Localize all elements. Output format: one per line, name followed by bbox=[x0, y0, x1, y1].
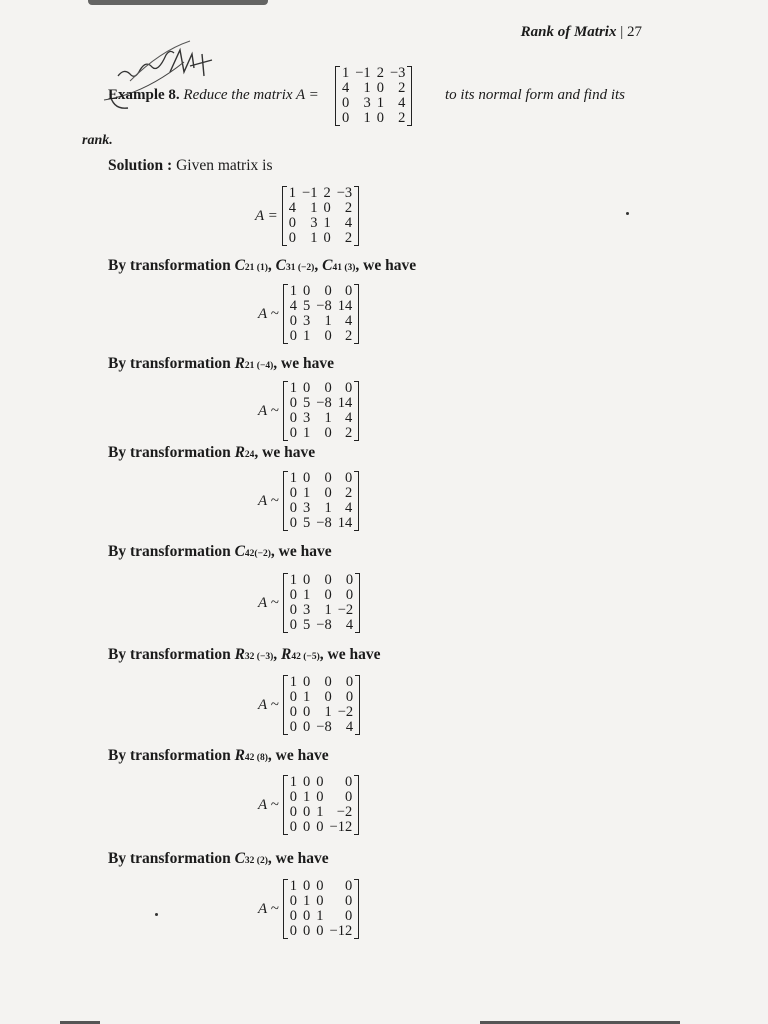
transformation-tail: we have bbox=[275, 850, 329, 867]
matrix-equation bbox=[258, 381, 359, 441]
matrix-entry: 1 bbox=[289, 470, 298, 486]
matrix-entry: 0 bbox=[324, 587, 332, 603]
matrix-entry: 0 bbox=[344, 893, 353, 909]
matrix-entry: 1 bbox=[303, 425, 311, 441]
matrix-row bbox=[287, 284, 355, 299]
matrix-entry: 0 bbox=[289, 617, 298, 633]
matrix-entry: 1 bbox=[310, 200, 318, 216]
matrix-table bbox=[287, 381, 355, 441]
transformation-tail: we have bbox=[275, 747, 329, 764]
matrix-entry: 0 bbox=[316, 774, 324, 790]
matrix-entry: 3 bbox=[363, 95, 371, 111]
matrix-bracket bbox=[282, 186, 359, 246]
solution-label: Solution : bbox=[108, 157, 173, 174]
matrix-entry: 2 bbox=[344, 425, 353, 441]
matrix-entry: 0 bbox=[345, 674, 354, 690]
matrix-entry: 0 bbox=[303, 819, 311, 835]
matrix-entry: 3 bbox=[303, 602, 311, 618]
matrix-entry: 0 bbox=[344, 878, 353, 894]
matrix-entry: 2 bbox=[344, 230, 353, 246]
matrix-entry: 0 bbox=[324, 283, 332, 299]
matrix-entry: 2 bbox=[344, 200, 353, 216]
matrix-row bbox=[287, 396, 355, 411]
matrix-entry: 0 bbox=[344, 908, 353, 924]
matrix-entry: 1 bbox=[289, 878, 298, 894]
transformation-operation: R24 bbox=[234, 444, 255, 461]
matrix-entry: 0 bbox=[289, 425, 298, 441]
matrix-row bbox=[287, 690, 356, 705]
matrix-entry: −8 bbox=[316, 515, 332, 531]
matrix-entry: 1 bbox=[363, 110, 371, 126]
matrix-entry: −1 bbox=[355, 65, 371, 81]
matrix-entry: 0 bbox=[342, 110, 350, 126]
example-label: Example 8. bbox=[108, 87, 180, 103]
matrix-bracket bbox=[283, 675, 360, 735]
matrix-entry: 2 bbox=[344, 485, 353, 501]
matrix-row bbox=[287, 705, 356, 720]
matrix-entry: 1 bbox=[324, 313, 332, 329]
matrix-entry: 1 bbox=[342, 65, 350, 81]
matrix-row bbox=[287, 573, 356, 588]
matrix-entry: 3 bbox=[303, 410, 311, 426]
transformation-lead: By transformation bbox=[108, 355, 235, 372]
matrix-row bbox=[287, 909, 355, 924]
matrix-entry: −8 bbox=[316, 395, 332, 411]
transformation-tail: we have bbox=[262, 444, 316, 461]
matrix-row bbox=[287, 675, 356, 690]
matrix-entry: −3 bbox=[336, 185, 353, 201]
transformation-operation: R42 (−5) bbox=[281, 646, 320, 663]
matrix-entry: 3 bbox=[303, 313, 311, 329]
example-continuation: rank. bbox=[82, 133, 113, 148]
matrix-entry: 14 bbox=[337, 298, 353, 314]
matrix-bracket bbox=[283, 573, 360, 633]
matrix-entry: 0 bbox=[344, 470, 353, 486]
matrix-row bbox=[287, 894, 355, 909]
matrix-entry: 0 bbox=[289, 689, 298, 705]
matrix-entry: 2 bbox=[376, 65, 384, 81]
matrix-entry: 1 bbox=[288, 185, 297, 201]
matrix-entry: 14 bbox=[337, 395, 353, 411]
matrix-entry: 1 bbox=[289, 774, 298, 790]
matrix-entry: 1 bbox=[324, 704, 332, 720]
matrix-entry: 0 bbox=[324, 425, 332, 441]
matrix-entry: 4 bbox=[345, 617, 354, 633]
matrix-row bbox=[287, 411, 355, 426]
matrix-entry: 0 bbox=[324, 470, 332, 486]
scan-edge-shadow bbox=[88, 0, 268, 5]
matrix-row bbox=[339, 66, 408, 81]
example-statement-end bbox=[445, 87, 625, 104]
matrix-row bbox=[286, 201, 355, 216]
matrix-entry: 0 bbox=[303, 470, 311, 486]
transformation-lead: By transformation bbox=[108, 850, 235, 867]
matrix-entry: 5 bbox=[303, 617, 311, 633]
matrix-entry: 0 bbox=[344, 789, 353, 805]
matrix-entry: 0 bbox=[345, 587, 354, 603]
matrix-entry: 0 bbox=[289, 893, 298, 909]
matrix-entry: 0 bbox=[289, 719, 298, 735]
matrix-entry: 0 bbox=[324, 689, 332, 705]
matrix-entry: 1 bbox=[303, 789, 311, 805]
matrix-entry: 0 bbox=[316, 923, 324, 939]
transformation-tail: we have bbox=[278, 543, 332, 560]
matrix-lhs: A ~ bbox=[258, 696, 279, 713]
transformation-operation: R32 (−3) bbox=[234, 646, 274, 663]
matrix-entry: 0 bbox=[289, 485, 298, 501]
transformation-line: By transformation C42(−2), we have bbox=[108, 543, 332, 560]
matrix-entry: −2 bbox=[337, 704, 354, 720]
matrix-lhs: A ~ bbox=[258, 796, 279, 813]
matrix-row bbox=[286, 216, 355, 231]
transformation-operation: C21 (1) bbox=[234, 257, 268, 274]
matrix-row bbox=[287, 381, 355, 396]
matrix-entry: 0 bbox=[323, 230, 331, 246]
matrix-entry: 4 bbox=[289, 298, 298, 314]
matrix-entry: 1 bbox=[289, 283, 298, 299]
header-separator: | bbox=[620, 24, 624, 40]
matrix-entry: 4 bbox=[342, 80, 350, 96]
matrix-entry: 5 bbox=[303, 515, 311, 531]
matrix-entry: 0 bbox=[289, 395, 298, 411]
matrix-entry: 4 bbox=[345, 719, 354, 735]
matrix-entry: −2 bbox=[336, 804, 353, 820]
matrix-entry: 0 bbox=[289, 804, 298, 820]
matrix-entry: 0 bbox=[289, 500, 298, 516]
matrix-entry: 0 bbox=[289, 923, 298, 939]
matrix-entry: 0 bbox=[303, 908, 311, 924]
matrix-entry: 0 bbox=[303, 283, 311, 299]
matrix-bracket bbox=[335, 66, 412, 126]
matrix-entry: 1 bbox=[289, 674, 298, 690]
matrix-entry: 0 bbox=[344, 380, 353, 396]
matrix-row bbox=[287, 618, 356, 633]
matrix-entry: −2 bbox=[337, 602, 354, 618]
matrix-table bbox=[287, 471, 355, 531]
matrix-row bbox=[286, 186, 355, 201]
matrix-entry: 4 bbox=[288, 200, 297, 216]
matrix-equation bbox=[255, 186, 359, 246]
matrix-entry: 1 bbox=[324, 500, 332, 516]
matrix-entry: 0 bbox=[289, 819, 298, 835]
transformation-line: By transformation C21 (1), C31 (−2), C41 (3), we have bbox=[108, 257, 417, 274]
matrix-row bbox=[287, 603, 356, 618]
matrix-bracket bbox=[283, 284, 359, 344]
matrix-equation bbox=[258, 879, 359, 939]
matrix-entry: 4 bbox=[398, 95, 406, 111]
matrix-row bbox=[287, 299, 355, 314]
matrix-entry: 0 bbox=[344, 774, 353, 790]
matrix-entry: 0 bbox=[324, 674, 332, 690]
matrix-entry: 2 bbox=[323, 185, 331, 201]
matrix-entry: 0 bbox=[344, 283, 353, 299]
matrix-entry: 0 bbox=[303, 878, 311, 894]
matrix-table bbox=[339, 66, 408, 126]
matrix-entry: 1 bbox=[303, 328, 311, 344]
matrix-entry: −3 bbox=[389, 65, 406, 81]
matrix-entry: 0 bbox=[324, 572, 332, 588]
matrix-entry: 0 bbox=[303, 704, 311, 720]
matrix-entry: 1 bbox=[363, 80, 371, 96]
matrix-entry: 0 bbox=[289, 328, 298, 344]
matrix-entry: 0 bbox=[324, 328, 332, 344]
matrix-row bbox=[287, 820, 355, 835]
transformation-tail: we have bbox=[327, 646, 381, 663]
matrix-table bbox=[287, 284, 355, 344]
matrix-entry: 4 bbox=[344, 215, 353, 231]
transformation-line: By transformation R32 (−3), R42 (−5), we have bbox=[108, 646, 381, 663]
matrix-equation bbox=[258, 573, 360, 633]
transformation-tail: we have bbox=[363, 257, 417, 274]
matrix-entry: 0 bbox=[303, 380, 311, 396]
matrix-row bbox=[287, 501, 355, 516]
matrix-entry: 0 bbox=[316, 819, 324, 835]
matrix-entry: 1 bbox=[310, 230, 318, 246]
matrix-entry: 0 bbox=[303, 719, 311, 735]
matrix-lhs: A ~ bbox=[258, 900, 279, 917]
matrix-row bbox=[287, 879, 355, 894]
transformation-operation: C42(−2) bbox=[234, 543, 271, 560]
header-title: Rank of Matrix bbox=[520, 24, 617, 40]
matrix-row bbox=[287, 329, 355, 344]
matrix-entry: 0 bbox=[345, 572, 354, 588]
matrix-entry: 1 bbox=[316, 908, 324, 924]
running-header bbox=[521, 24, 642, 41]
matrix-entry: 2 bbox=[398, 110, 406, 126]
matrix-entry: 0 bbox=[289, 602, 298, 618]
speck bbox=[626, 212, 629, 215]
matrix-row bbox=[287, 516, 355, 531]
matrix-entry: 1 bbox=[324, 602, 332, 618]
matrix-row bbox=[339, 96, 408, 111]
matrix-row bbox=[287, 775, 355, 790]
matrix-entry: 0 bbox=[316, 789, 324, 805]
matrix-entry: −12 bbox=[329, 923, 353, 939]
matrix-row bbox=[286, 231, 355, 246]
transformation-lead: By transformation bbox=[108, 646, 235, 663]
matrix-bracket bbox=[283, 381, 359, 441]
matrix-entry: −8 bbox=[316, 617, 332, 633]
matrix-entry: 0 bbox=[316, 893, 324, 909]
matrix-row bbox=[287, 471, 355, 486]
matrix-entry: 5 bbox=[303, 298, 311, 314]
matrix-entry: 0 bbox=[376, 80, 384, 96]
page-number: 27 bbox=[627, 24, 642, 40]
matrix-entry: 0 bbox=[323, 200, 331, 216]
matrix-entry: 2 bbox=[344, 328, 353, 344]
matrix-entry: 1 bbox=[289, 380, 298, 396]
matrix-entry: 1 bbox=[303, 587, 311, 603]
matrix-equation bbox=[258, 284, 359, 344]
matrix-entry: 0 bbox=[289, 704, 298, 720]
matrix-entry: 0 bbox=[376, 110, 384, 126]
matrix-row bbox=[287, 924, 355, 939]
matrix-entry: 0 bbox=[303, 674, 311, 690]
matrix-lhs: A = bbox=[255, 207, 278, 224]
transformation-line: By transformation R24, we have bbox=[108, 444, 316, 461]
matrix-equation bbox=[258, 775, 359, 835]
matrix-entry: 0 bbox=[288, 230, 297, 246]
matrix-lhs: A ~ bbox=[258, 492, 279, 509]
transformation-operation: C31 (−2) bbox=[275, 257, 315, 274]
matrix-row bbox=[339, 81, 408, 96]
matrix-entry: 0 bbox=[289, 515, 298, 531]
matrix-lhs: A ~ bbox=[258, 305, 279, 322]
matrix-entry: 0 bbox=[324, 380, 332, 396]
matrix-entry: 3 bbox=[303, 500, 311, 516]
matrix-lhs: A ~ bbox=[258, 402, 279, 419]
transformation-tail: we have bbox=[281, 355, 334, 372]
matrix-entry: 1 bbox=[323, 215, 331, 231]
matrix-row bbox=[287, 426, 355, 441]
matrix-row bbox=[339, 111, 408, 126]
matrix-row bbox=[287, 486, 355, 501]
transformation-lead: By transformation bbox=[108, 257, 235, 274]
matrix-row bbox=[287, 720, 356, 735]
transformation-operation: C32 (2) bbox=[234, 850, 268, 867]
matrix-entry: −1 bbox=[302, 185, 318, 201]
matrix-entry: 0 bbox=[345, 689, 354, 705]
matrix-entry: 0 bbox=[289, 908, 298, 924]
matrix-entry: 3 bbox=[310, 215, 318, 231]
matrix-table bbox=[287, 675, 356, 735]
handwritten-annotation bbox=[100, 36, 240, 126]
matrix-entry: −8 bbox=[316, 719, 332, 735]
example-text-before: Reduce the matrix A = bbox=[183, 87, 319, 103]
matrix-entry: 0 bbox=[316, 878, 324, 894]
matrix-entry: 0 bbox=[342, 95, 350, 111]
matrix-entry: 0 bbox=[289, 410, 298, 426]
example-statement bbox=[108, 87, 319, 104]
example-text-after: to its normal form and find its bbox=[445, 87, 626, 103]
matrix-table bbox=[286, 186, 355, 246]
matrix-equation bbox=[258, 675, 360, 735]
transformation-lead: By transformation bbox=[108, 747, 235, 764]
matrix-table bbox=[287, 775, 355, 835]
matrix-entry: 0 bbox=[303, 774, 311, 790]
matrix-entry: 1 bbox=[316, 804, 324, 820]
matrix-row bbox=[287, 588, 356, 603]
matrix-entry: 0 bbox=[289, 789, 298, 805]
matrix-entry: 0 bbox=[303, 572, 311, 588]
matrix-entry: 0 bbox=[303, 804, 311, 820]
transformation-operation: R21 (−4) bbox=[234, 355, 274, 372]
matrix-row bbox=[287, 805, 355, 820]
solution-text: Given matrix is bbox=[176, 157, 273, 174]
transformation-operation: R42 (8) bbox=[234, 747, 268, 764]
matrix-entry: 0 bbox=[324, 485, 332, 501]
matrix-row bbox=[287, 314, 355, 329]
matrix-entry: 1 bbox=[303, 689, 311, 705]
matrix-equation bbox=[258, 471, 359, 531]
matrix-entry: −12 bbox=[329, 819, 353, 835]
transformation-line: By transformation R42 (8), we have bbox=[108, 747, 329, 764]
matrix-entry: 0 bbox=[289, 313, 298, 329]
matrix-entry: 5 bbox=[303, 395, 311, 411]
matrix-entry: 1 bbox=[303, 893, 311, 909]
transformation-lead: By transformation bbox=[108, 543, 235, 560]
matrix-entry: 0 bbox=[303, 923, 311, 939]
transformation-line: By transformation R21 (−4), we have bbox=[108, 355, 334, 372]
matrix-entry: 14 bbox=[337, 515, 353, 531]
matrix-bracket bbox=[283, 775, 359, 835]
matrix-entry: −8 bbox=[316, 298, 332, 314]
matrix-entry: 0 bbox=[288, 215, 297, 231]
matrix-entry: 1 bbox=[303, 485, 311, 501]
matrix-lhs: A ~ bbox=[258, 594, 279, 611]
transformation-operation: C41 (3) bbox=[322, 257, 356, 274]
matrix-entry: 4 bbox=[344, 410, 353, 426]
matrix-bracket bbox=[283, 879, 359, 939]
matrix-entry: 1 bbox=[324, 410, 332, 426]
transformation-line: By transformation C32 (2), we have bbox=[108, 850, 329, 867]
matrix-bracket bbox=[283, 471, 359, 531]
solution-line bbox=[108, 157, 273, 175]
matrix-row bbox=[287, 790, 355, 805]
matrix-table bbox=[287, 879, 355, 939]
transformation-lead: By transformation bbox=[108, 444, 235, 461]
speck bbox=[155, 913, 158, 916]
example-matrix bbox=[335, 66, 412, 126]
matrix-entry: 1 bbox=[289, 572, 298, 588]
matrix-table bbox=[287, 573, 356, 633]
matrix-entry: 2 bbox=[398, 80, 406, 96]
matrix-entry: 4 bbox=[344, 500, 353, 516]
matrix-entry: 4 bbox=[344, 313, 353, 329]
matrix-entry: 0 bbox=[289, 587, 298, 603]
matrix-entry: 1 bbox=[376, 95, 384, 111]
